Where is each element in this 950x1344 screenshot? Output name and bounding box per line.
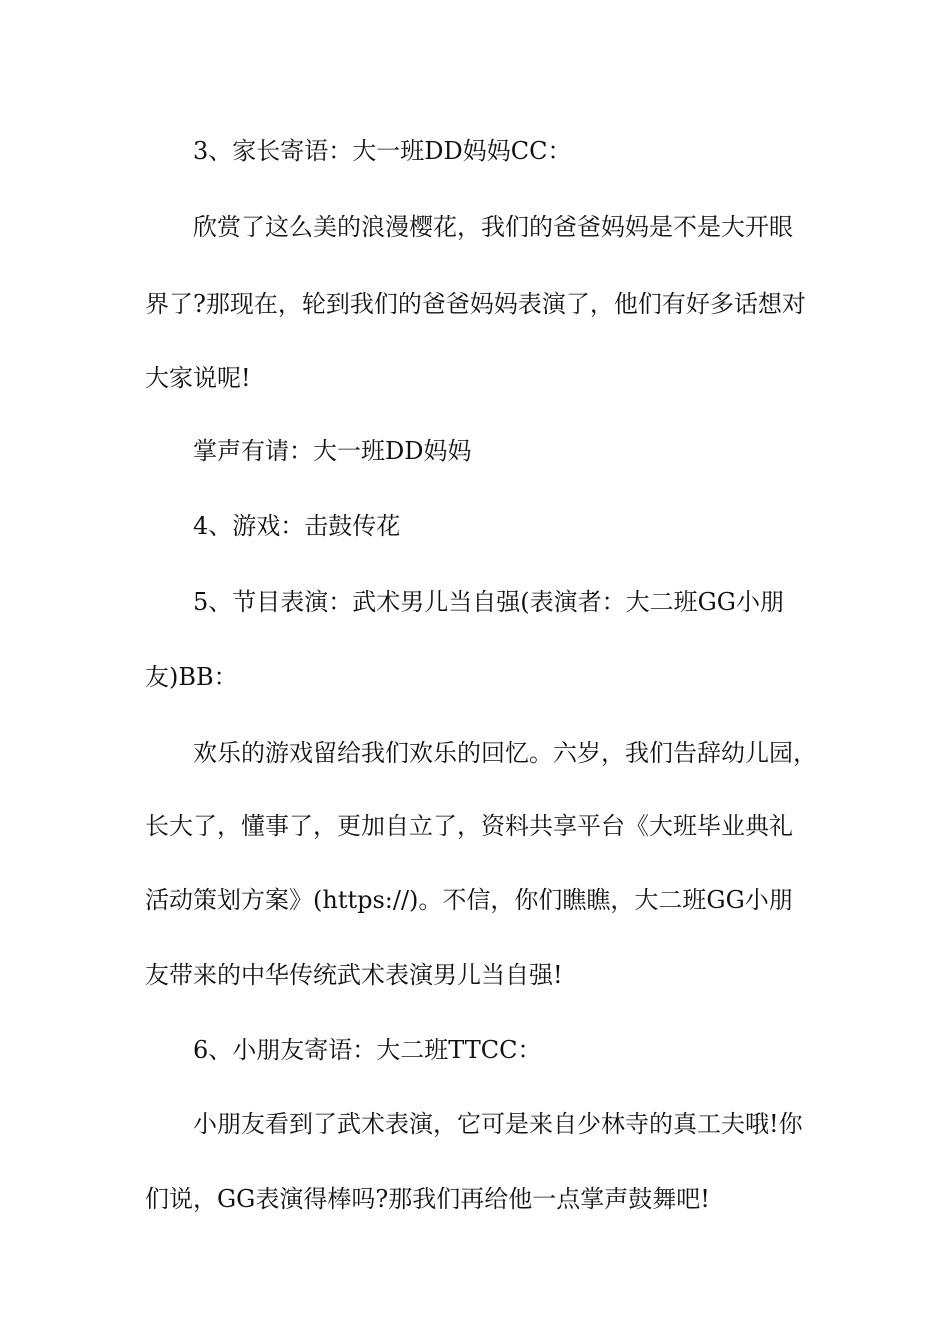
paragraph-line: 们说，GG表演得棒吗?那我们再给他一点掌声鼓舞吧! [145, 1185, 710, 1213]
paragraph-line: 长大了，懂事了，更加自立了，资料共享平台《大班毕业典礼 [145, 812, 793, 840]
paragraph-line: 掌声有请：大一班DD妈妈 [193, 437, 472, 465]
section-heading-child-message: 6、小朋友寄语：大二班TTCC： [193, 1036, 542, 1064]
paragraph-line: 友带来的中华传统武术表演男儿当自强! [145, 961, 563, 989]
paragraph-line: 小朋友看到了武术表演，它可是来自少林寺的真工夫哦!你 [193, 1110, 803, 1138]
paragraph-line: 友)BB： [145, 663, 238, 691]
paragraph-line: 欢乐的游戏留给我们欢乐的回忆。六岁，我们告辞幼儿园， [193, 739, 817, 767]
paragraph-line: 大家说呢! [145, 364, 251, 392]
paragraph-line: 欣赏了这么美的浪漫樱花，我们的爸爸妈妈是不是大开眼 [193, 213, 793, 241]
paragraph-line: 界了?那现在，轮到我们的爸爸妈妈表演了，他们有好多话想对 [145, 290, 806, 318]
section-heading-performance: 5、节目表演：武术男儿当自强(表演者：大二班GG小朋 [193, 588, 784, 616]
paragraph-line: 活动策划方案》(https://)。不信，你们瞧瞧，大二班GG小朋 [145, 886, 793, 914]
section-heading-game: 4、游戏：击鼓传花 [193, 512, 401, 540]
section-heading-parent-message: 3、家长寄语：大一班DD妈妈CC： [193, 137, 572, 165]
